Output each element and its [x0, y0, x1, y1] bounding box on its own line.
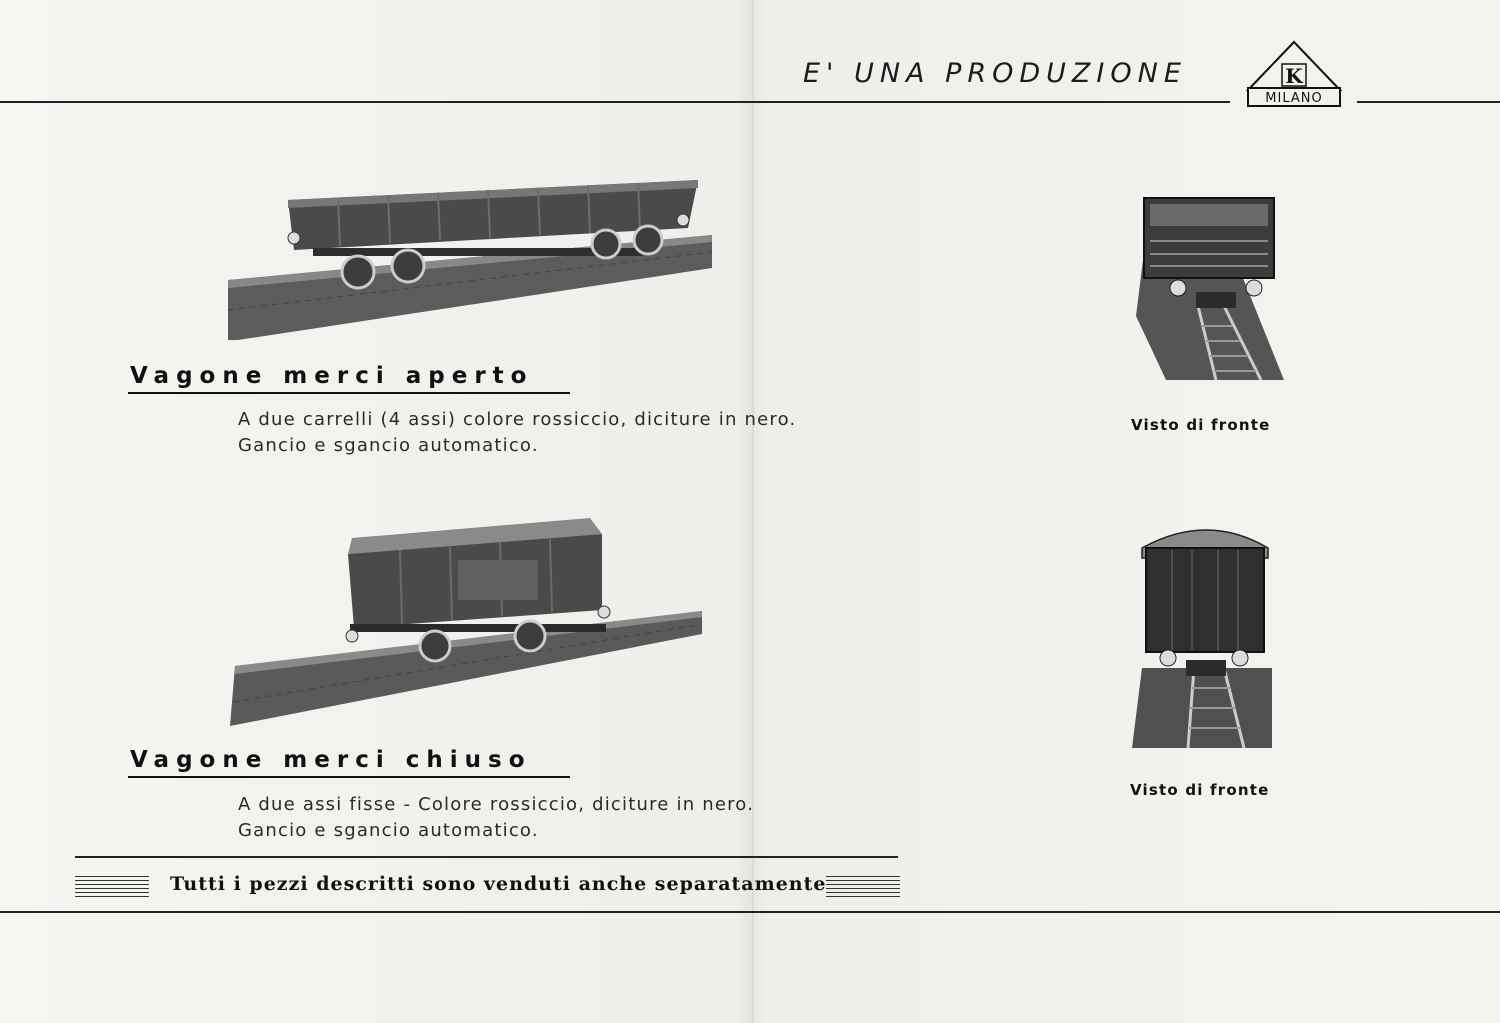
footer-rule-top — [75, 856, 898, 858]
closed-wagon-front-photo — [1132, 518, 1282, 748]
header-rule-left — [0, 101, 1230, 103]
logo-letter: K — [1285, 64, 1303, 88]
open-wagon-front-photo — [1136, 196, 1284, 380]
closed-wagon-photo — [230, 516, 702, 730]
header-text: E' UNA PRODUZIONE — [803, 58, 1187, 89]
title-underline-closed-wagon — [128, 776, 570, 778]
title-underline-open-wagon — [128, 392, 570, 394]
product-title-closed-wagon: Vagone merci chiuso — [130, 747, 532, 773]
open-wagon-photo — [228, 180, 712, 340]
page-fold — [752, 0, 754, 1023]
caption-open-wagon-front: Visto di fronte — [1131, 416, 1271, 434]
footer-stripes-right — [826, 876, 900, 898]
product-description-open-wagon-line-2: Gancio e sgancio automatico. — [238, 435, 539, 456]
k-milano-logo — [1240, 40, 1348, 110]
header-rule-right — [1357, 101, 1500, 103]
product-description-closed-wagon-line-1: A due assi fisse - Colore rossiccio, diciture in nero. — [238, 794, 755, 815]
product-description-open-wagon-line-1: A due carrelli (4 assi) colore rossiccio, diciture in nero. — [238, 409, 797, 430]
product-description-closed-wagon-line-2: Gancio e sgancio automatico. — [238, 820, 539, 841]
caption-closed-wagon-front: Visto di fronte — [1130, 781, 1270, 799]
logo-city: MILANO — [1265, 91, 1323, 106]
page-bottom-rule — [0, 911, 1500, 913]
product-title-open-wagon: Vagone merci aperto — [130, 363, 534, 389]
footer-text: Tutti i pezzi descritti sono venduti anche separatamente — [170, 873, 827, 895]
footer-stripes-left — [75, 876, 149, 898]
